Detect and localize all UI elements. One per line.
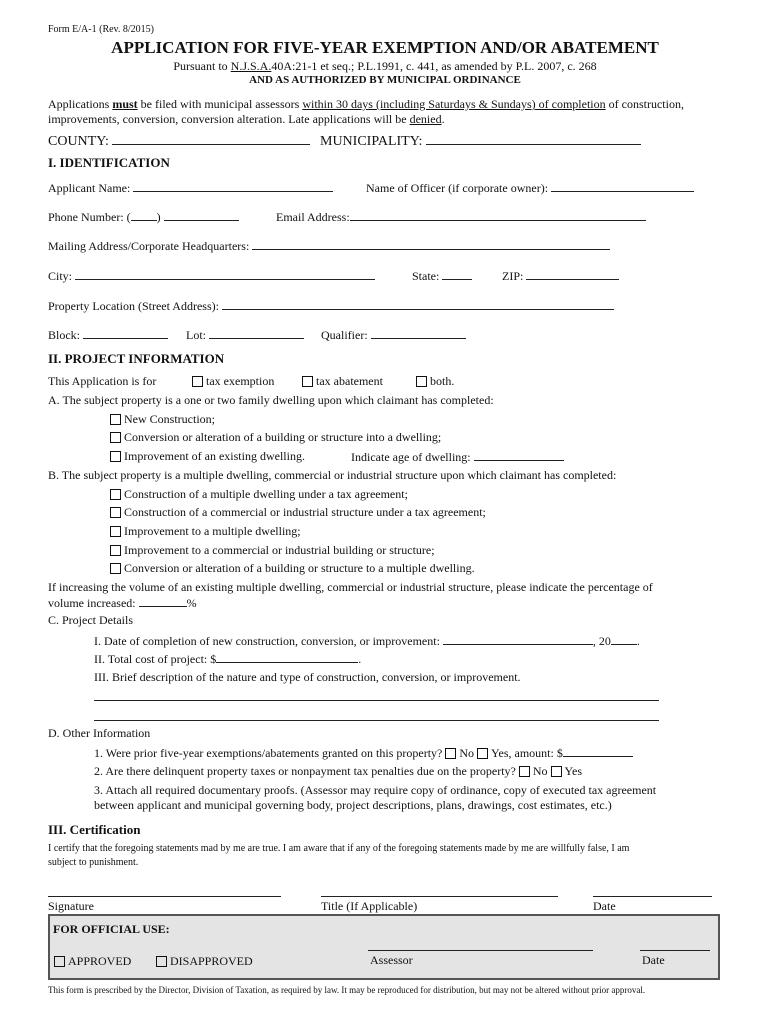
official-use-box	[48, 914, 720, 980]
disapproved-checkbox[interactable]	[156, 956, 167, 967]
a-item-checkbox[interactable]	[110, 414, 121, 425]
footer-note: This form is prescribed by the Director, Division of Taxation, as required by law. It may be reproduced for distribution, but may not be altered without prior approval.	[48, 985, 646, 995]
volume-line-2: volume increased: %	[48, 596, 197, 610]
b-item-3[interactable]: Improvement to a multiple dwelling;	[110, 524, 301, 539]
b-item-4[interactable]: Improvement to a commercial or industrial building or structure;	[110, 543, 435, 558]
qualifier-field[interactable]	[371, 327, 466, 339]
b-item-1[interactable]: Construction of a multiple dwelling under a tax agreement;	[110, 487, 408, 502]
total-cost-row: II. Total cost of project: $ .	[94, 652, 362, 666]
assessor-line[interactable]	[368, 950, 593, 951]
official-date-line[interactable]	[640, 950, 710, 951]
signature-line[interactable]	[48, 896, 281, 897]
county-row: COUNTY:	[48, 133, 310, 150]
title-line[interactable]	[321, 896, 558, 897]
intro-line-1: Applications must be filed with municipal assessors within 30 days (including Saturdays & Sundays) of completion of construction,	[48, 97, 684, 111]
assessor-label: Assessor	[370, 953, 413, 967]
property-location-row: Property Location (Street Address):	[48, 298, 614, 314]
certification-text-2: subject to punishment.	[48, 857, 139, 868]
intro-line-2: improvements, conversion, conversion alteration. Late applications will be denied.	[48, 112, 445, 126]
prior-amount-field[interactable]	[563, 745, 633, 757]
certification-heading: III. Certification	[48, 822, 141, 837]
both-checkbox[interactable]	[416, 376, 427, 387]
a-item-conversion[interactable]: Conversion or alteration of a building or structure into a dwelling;	[110, 430, 441, 445]
signature-label: Signature	[48, 899, 94, 913]
b-item-5[interactable]: Conversion or alteration of a building or structure to a multiple dwelling.	[110, 561, 475, 576]
phone-number-field[interactable]	[164, 209, 239, 221]
mailing-field[interactable]	[252, 238, 610, 250]
title-label: Title (If Applicable)	[321, 899, 418, 913]
approved-option[interactable]: APPROVED	[54, 954, 131, 969]
section-a-text: A. The subject property is a one or two family dwelling upon which claimant has completed:	[48, 393, 494, 407]
total-cost-field[interactable]	[216, 651, 358, 663]
officer-name-row: Name of Officer (if corporate owner):	[366, 180, 694, 196]
section-d-heading: D. Other Information	[48, 726, 151, 740]
a-item-checkbox[interactable]	[110, 451, 121, 462]
a-item-checkbox[interactable]	[110, 432, 121, 443]
completion-date-field[interactable]	[443, 633, 593, 645]
description-line-2[interactable]	[94, 710, 659, 721]
county-field[interactable]	[112, 133, 310, 145]
attach-proofs-line-1: 3. Attach all required documentary proofs. (Assessor may require copy of ordinance, copy of executed tax agreement	[94, 783, 657, 797]
a-item-new-construction[interactable]: New Construction;	[110, 412, 215, 427]
application-for-label: This Application is for	[48, 374, 157, 388]
block-field[interactable]	[83, 327, 168, 339]
phone-area-field[interactable]	[131, 209, 157, 221]
official-date-label: Date	[642, 953, 665, 967]
b-item-checkbox[interactable]	[110, 526, 121, 537]
form-title: APPLICATION FOR FIVE-YEAR EXEMPTION AND/OR ABATEMENT	[111, 38, 659, 57]
delinquent-no-checkbox[interactable]	[519, 766, 530, 777]
identification-heading: I. IDENTIFICATION	[48, 155, 170, 170]
lot-field[interactable]	[209, 327, 304, 339]
certification-text-1: I certify that the foregoing statements mad by me are true. I am aware that if any of the foregoing statements made by me are willfully false, I am	[48, 843, 630, 854]
state-row: State:	[412, 268, 472, 284]
disapproved-option[interactable]: DISAPPROVED	[156, 954, 253, 969]
volume-percent-field[interactable]	[139, 595, 187, 607]
block-row: Block:	[48, 327, 168, 343]
age-field[interactable]	[474, 449, 564, 461]
zip-row: ZIP:	[502, 268, 619, 284]
description-label: III. Brief description of the nature and type of construction, conversion, or improvement.	[94, 670, 521, 684]
prior-yes-checkbox[interactable]	[477, 748, 488, 759]
delinquent-taxes-row: 2. Are there delinquent property taxes or nonpayment tax penalties due on the property? No Yes	[94, 764, 583, 778]
abatement-checkbox[interactable]	[302, 376, 313, 387]
b-item-checkbox[interactable]	[110, 545, 121, 556]
b-item-checkbox[interactable]	[110, 507, 121, 518]
city-field[interactable]	[75, 268, 375, 280]
prior-no-checkbox[interactable]	[445, 748, 456, 759]
approved-checkbox[interactable]	[54, 956, 65, 967]
date-label: Date	[593, 899, 616, 913]
description-line-1[interactable]	[94, 690, 659, 701]
zip-field[interactable]	[526, 268, 619, 280]
volume-line-1: If increasing the volume of an existing multiple dwelling, commercial or industrial structure, please indicate the percentage of	[48, 580, 653, 594]
date-line[interactable]	[593, 896, 712, 897]
form-subtitle: Pursuant to N.J.S.A.40A:21-1 et seq.; P.L.1991, c. 441, as amended by P.L. 2007, c. 268	[173, 59, 597, 73]
delinquent-yes-checkbox[interactable]	[551, 766, 562, 777]
option-exemption[interactable]: tax exemption	[192, 374, 274, 389]
project-heading: II. PROJECT INFORMATION	[48, 351, 225, 366]
attach-proofs-line-2: between applicant and municipal governing body, project descriptions, plans, drawings, cost estimates, etc.)	[94, 798, 612, 812]
b-item-checkbox[interactable]	[110, 489, 121, 500]
exemption-checkbox[interactable]	[192, 376, 203, 387]
email-row: Email Address:	[276, 209, 646, 225]
option-both[interactable]: both.	[416, 374, 454, 389]
city-row: City:	[48, 268, 375, 284]
form-id: Form E/A-1 (Rev. 8/2015)	[48, 24, 155, 35]
email-field[interactable]	[350, 209, 646, 221]
a-item-improvement[interactable]: Improvement of an existing dwelling.	[110, 449, 305, 464]
section-b-text: B. The subject property is a multiple dwelling, commercial or industrial structure upon which claimant has completed:	[48, 468, 617, 482]
option-abatement[interactable]: tax abatement	[302, 374, 383, 389]
b-item-2[interactable]: Construction of a commercial or industrial structure under a tax agreement;	[110, 505, 486, 520]
lot-row: Lot:	[186, 327, 304, 343]
mailing-row: Mailing Address/Corporate Headquarters:	[48, 238, 610, 254]
applicant-name-row: Applicant Name:	[48, 180, 333, 196]
prior-exemptions-row: 1. Were prior five-year exemptions/abatements granted on this property? No Yes, amount: $	[94, 745, 633, 761]
officer-name-field[interactable]	[551, 180, 694, 192]
completion-date-row: I. Date of completion of new construction, conversion, or improvement: , 20 .	[94, 634, 640, 648]
completion-year-field[interactable]	[611, 633, 637, 645]
authorized-note: AND AS AUTHORIZED BY MUNICIPAL ORDINANCE	[249, 74, 521, 86]
qualifier-row: Qualifier:	[321, 327, 466, 343]
section-c-heading: C. Project Details	[48, 613, 133, 627]
phone-row: Phone Number: ( )	[48, 209, 239, 225]
b-item-checkbox[interactable]	[110, 563, 121, 574]
property-location-field[interactable]	[222, 298, 614, 310]
municipality-field[interactable]	[426, 133, 641, 145]
municipality-row: MUNICIPALITY:	[320, 133, 641, 150]
state-field[interactable]	[442, 268, 472, 280]
applicant-name-field[interactable]	[133, 180, 333, 192]
official-use-heading: FOR OFFICIAL USE:	[53, 922, 170, 936]
age-row: Indicate age of dwelling:	[351, 449, 564, 465]
